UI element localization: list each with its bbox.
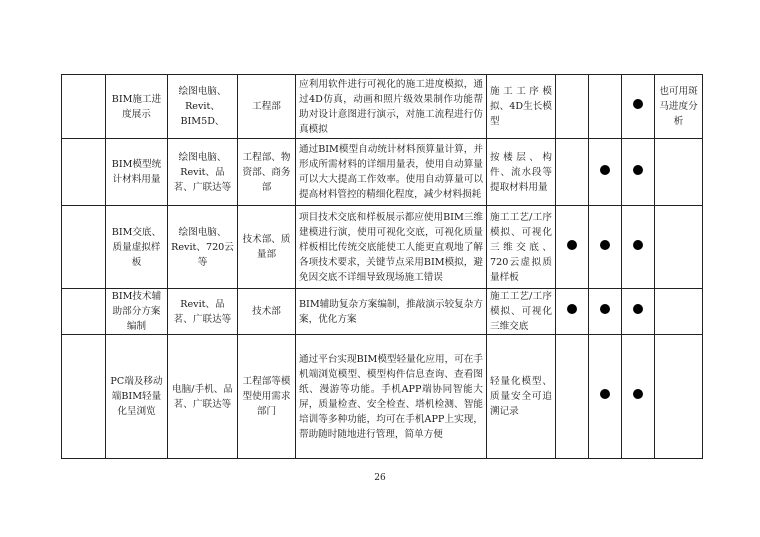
tools-cell: 电脑/手机、品茗、广联达等 bbox=[168, 335, 238, 459]
table-row bbox=[62, 139, 703, 206]
mark-cell bbox=[622, 139, 655, 206]
table-row bbox=[62, 75, 703, 139]
remark-cell: 也可用斑马进度分析 bbox=[655, 75, 703, 139]
mark-cell bbox=[556, 335, 589, 459]
blank-cell bbox=[62, 335, 106, 459]
mark-cell bbox=[589, 289, 622, 335]
application-name-cell: BIM模型统计材料用量 bbox=[106, 139, 168, 206]
mark-cell bbox=[556, 139, 589, 206]
mark-cell bbox=[622, 289, 655, 335]
remark-cell bbox=[655, 335, 703, 459]
page-number: 26 bbox=[374, 473, 386, 483]
blank-cell bbox=[62, 75, 106, 139]
filled-dot-icon bbox=[633, 165, 643, 175]
filled-dot-icon bbox=[600, 165, 610, 175]
filled-dot-icon bbox=[600, 389, 610, 399]
table-row bbox=[62, 206, 703, 289]
table-row bbox=[62, 289, 703, 335]
filled-dot-icon bbox=[633, 304, 643, 314]
bim-application-table bbox=[61, 74, 703, 459]
deliverable-cell: 施工工艺/工序模拟、可视化三维交底 bbox=[487, 289, 556, 335]
filled-dot-icon bbox=[633, 389, 643, 399]
description-cell: 项目技术交底和样板展示都应使用BIM三维建模进行演，使用可视化交底，可视化质量样板相比传统交底能使工人能更直观地了解各项技术要求，关键节点采用BIM模拟，避免因交底不详细导致现场施工错误 bbox=[296, 206, 487, 289]
filled-dot-icon bbox=[600, 240, 610, 250]
mark-cell bbox=[589, 75, 622, 139]
description-cell: 应利用软件进行可视化的施工进度模拟，通过4D仿真，动画和照片级效果制作功能帮助对设计意图进行演示，对施工流程进行仿真模拟 bbox=[296, 75, 487, 139]
department-cell: 工程部、物资部、商务部 bbox=[238, 139, 296, 206]
tools-cell: 绘图电脑、Revit、品茗、广联达等 bbox=[168, 139, 238, 206]
application-name-cell: PC端及移动端BIM轻量化呈浏览 bbox=[106, 335, 168, 459]
remark-cell bbox=[655, 289, 703, 335]
deliverable-cell: 施工工艺/工序模拟、可视化三维交底、720云虚拟质量样板 bbox=[487, 206, 556, 289]
deliverable-cell: 施工工序模拟、4D生长模型 bbox=[487, 75, 556, 139]
mark-cell bbox=[556, 75, 589, 139]
filled-dot-icon bbox=[567, 304, 577, 314]
blank-cell bbox=[62, 289, 106, 335]
mark-cell bbox=[622, 335, 655, 459]
remark-cell bbox=[655, 139, 703, 206]
blank-cell bbox=[62, 139, 106, 206]
filled-dot-icon bbox=[633, 240, 643, 250]
mark-cell bbox=[589, 335, 622, 459]
table-row bbox=[62, 335, 703, 459]
deliverable-cell: 按楼层、构件、流水段等提取材料用量 bbox=[487, 139, 556, 206]
department-cell: 工程部 bbox=[238, 75, 296, 139]
blank-cell bbox=[62, 206, 106, 289]
mark-cell bbox=[556, 206, 589, 289]
application-name-cell: BIM交底、质量虚拟样板 bbox=[106, 206, 168, 289]
department-cell: 技术部 bbox=[238, 289, 296, 335]
tools-cell: 绘图电脑、Revit、BIM5D、 bbox=[168, 75, 238, 139]
tools-cell: 绘图电脑、Revit、720云等 bbox=[168, 206, 238, 289]
tools-cell: Revit、品茗、广联达等 bbox=[168, 289, 238, 335]
application-name-cell: BIM施工进度展示 bbox=[106, 75, 168, 139]
remark-cell bbox=[655, 206, 703, 289]
mark-cell bbox=[589, 206, 622, 289]
filled-dot-icon bbox=[567, 240, 577, 250]
deliverable-cell: 轻量化模型、质量安全可追溯记录 bbox=[487, 335, 556, 459]
application-name-cell: BIM技术辅助部分方案编制 bbox=[106, 289, 168, 335]
filled-dot-icon bbox=[633, 99, 643, 109]
description-cell: 通过平台实现BIM模型轻量化应用，可在手机端浏览模型、模型构件信息查询、查看图纸、漫游等功能。手机APP端协同智能大屏，质量检查、安全检查、塔机检测、智能培训等多种功能，均可在手机APP上实现，帮助随时随地进行管理，简单方便 bbox=[296, 335, 487, 459]
mark-cell bbox=[622, 75, 655, 139]
mark-cell bbox=[556, 289, 589, 335]
description-cell: BIM辅助复杂方案编制，推敲演示较复杂方案，优化方案 bbox=[296, 289, 487, 335]
department-cell: 工程部等模型使用需求部门 bbox=[238, 335, 296, 459]
mark-cell bbox=[589, 139, 622, 206]
mark-cell bbox=[622, 206, 655, 289]
filled-dot-icon bbox=[600, 304, 610, 314]
description-cell: 通过BIM模型自动统计材料预算量计算，并形成所需材料的详细用量表，使用自动算量可以大大提高工作效率。使用自动算量可以提高材料管控的精细化程度，减少材料损耗 bbox=[296, 139, 487, 206]
department-cell: 技术部、质量部 bbox=[238, 206, 296, 289]
